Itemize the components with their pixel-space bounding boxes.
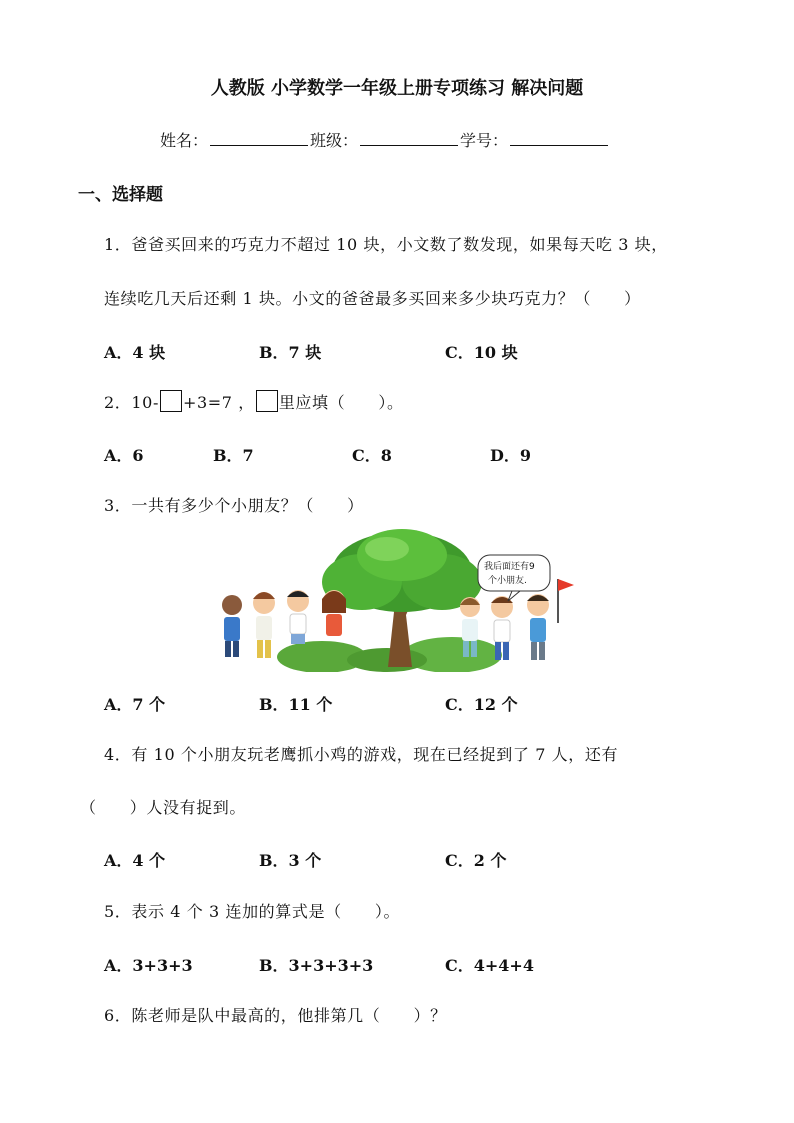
children-tree-illustration — [212, 527, 582, 672]
name-blank[interactable] — [210, 131, 308, 146]
speech-bubble-line-1: 我后面还有9 — [484, 562, 535, 572]
question-1-option-b[interactable]: B．7 块 — [259, 343, 322, 362]
question-5-option-b[interactable]: B．3+3+3+3 — [259, 956, 374, 975]
section-heading: 一、选择题 — [78, 185, 163, 205]
question-2-option-b[interactable]: B．7 — [213, 446, 254, 465]
child-figure — [222, 595, 242, 657]
question-1-option-c[interactable]: C．10 块 — [445, 343, 518, 362]
question-4-line-2: （ ）人没有捉到。 — [80, 798, 247, 817]
name-label: 姓名： — [160, 131, 209, 150]
question-1-option-a[interactable]: A．4 块 — [104, 343, 166, 362]
class-blank[interactable] — [360, 131, 458, 146]
question-2-option-c[interactable]: C．8 — [352, 446, 392, 465]
child-figure — [287, 590, 309, 644]
question-2-prefix: 2．10- — [104, 393, 159, 412]
page-title: 人教版 小学数学一年级上册专项练习 解决问题 — [210, 78, 584, 99]
child-figure — [253, 592, 275, 658]
child-figure — [527, 594, 549, 660]
question-6: 6．陈老师是队中最高的，他排第几（ ）？ — [104, 1006, 447, 1025]
question-3-option-b[interactable]: B．11 个 — [259, 695, 333, 714]
answer-box — [256, 390, 278, 412]
question-4-option-a[interactable]: A．4 个 — [104, 851, 166, 870]
number-blank[interactable] — [510, 131, 608, 146]
question-5-option-c[interactable]: C．4+4+4 — [445, 956, 534, 975]
question-1-line-2: 连续吃几天后还剩 1 块。小文的爸爸最多买回来多少块巧克力？（ ） — [104, 289, 641, 308]
number-label: 学号： — [460, 131, 509, 150]
question-2-suffix: 里应填（ ）。 — [278, 393, 404, 412]
question-4-option-c[interactable]: C．2 个 — [445, 851, 507, 870]
question-3: 3．一共有多少个小朋友？（ ） — [104, 496, 364, 515]
question-1-line-1: 1．爸爸买回来的巧克力不超过 10 块，小文数了数发现，如果每天吃 3 块， — [104, 235, 668, 254]
question-2-middle: +3=7 ， — [182, 393, 255, 412]
question-5-option-a[interactable]: A．3+3+3 — [104, 956, 193, 975]
question-5: 5．表示 4 个 3 连加的算式是（ ）。 — [104, 902, 401, 921]
question-3-option-c[interactable]: C．12 个 — [445, 695, 518, 714]
answer-box — [160, 390, 182, 412]
class-label: 班级： — [310, 131, 359, 150]
child-figure — [322, 590, 346, 636]
question-4-line-1: 4．有 10 个小朋友玩老鹰抓小鸡的游戏，现在已经捉到了 7 人，还有 — [104, 745, 619, 764]
question-2 — [104, 390, 404, 413]
student-info — [160, 128, 610, 151]
question-4-option-b[interactable]: B．3 个 — [259, 851, 322, 870]
speech-bubble-line-2: 个小朋友. — [488, 576, 527, 586]
question-3-option-a[interactable]: A．7 个 — [104, 695, 166, 714]
question-2-option-d[interactable]: D．9 — [490, 446, 532, 465]
question-2-option-a[interactable]: A．6 — [104, 446, 144, 465]
